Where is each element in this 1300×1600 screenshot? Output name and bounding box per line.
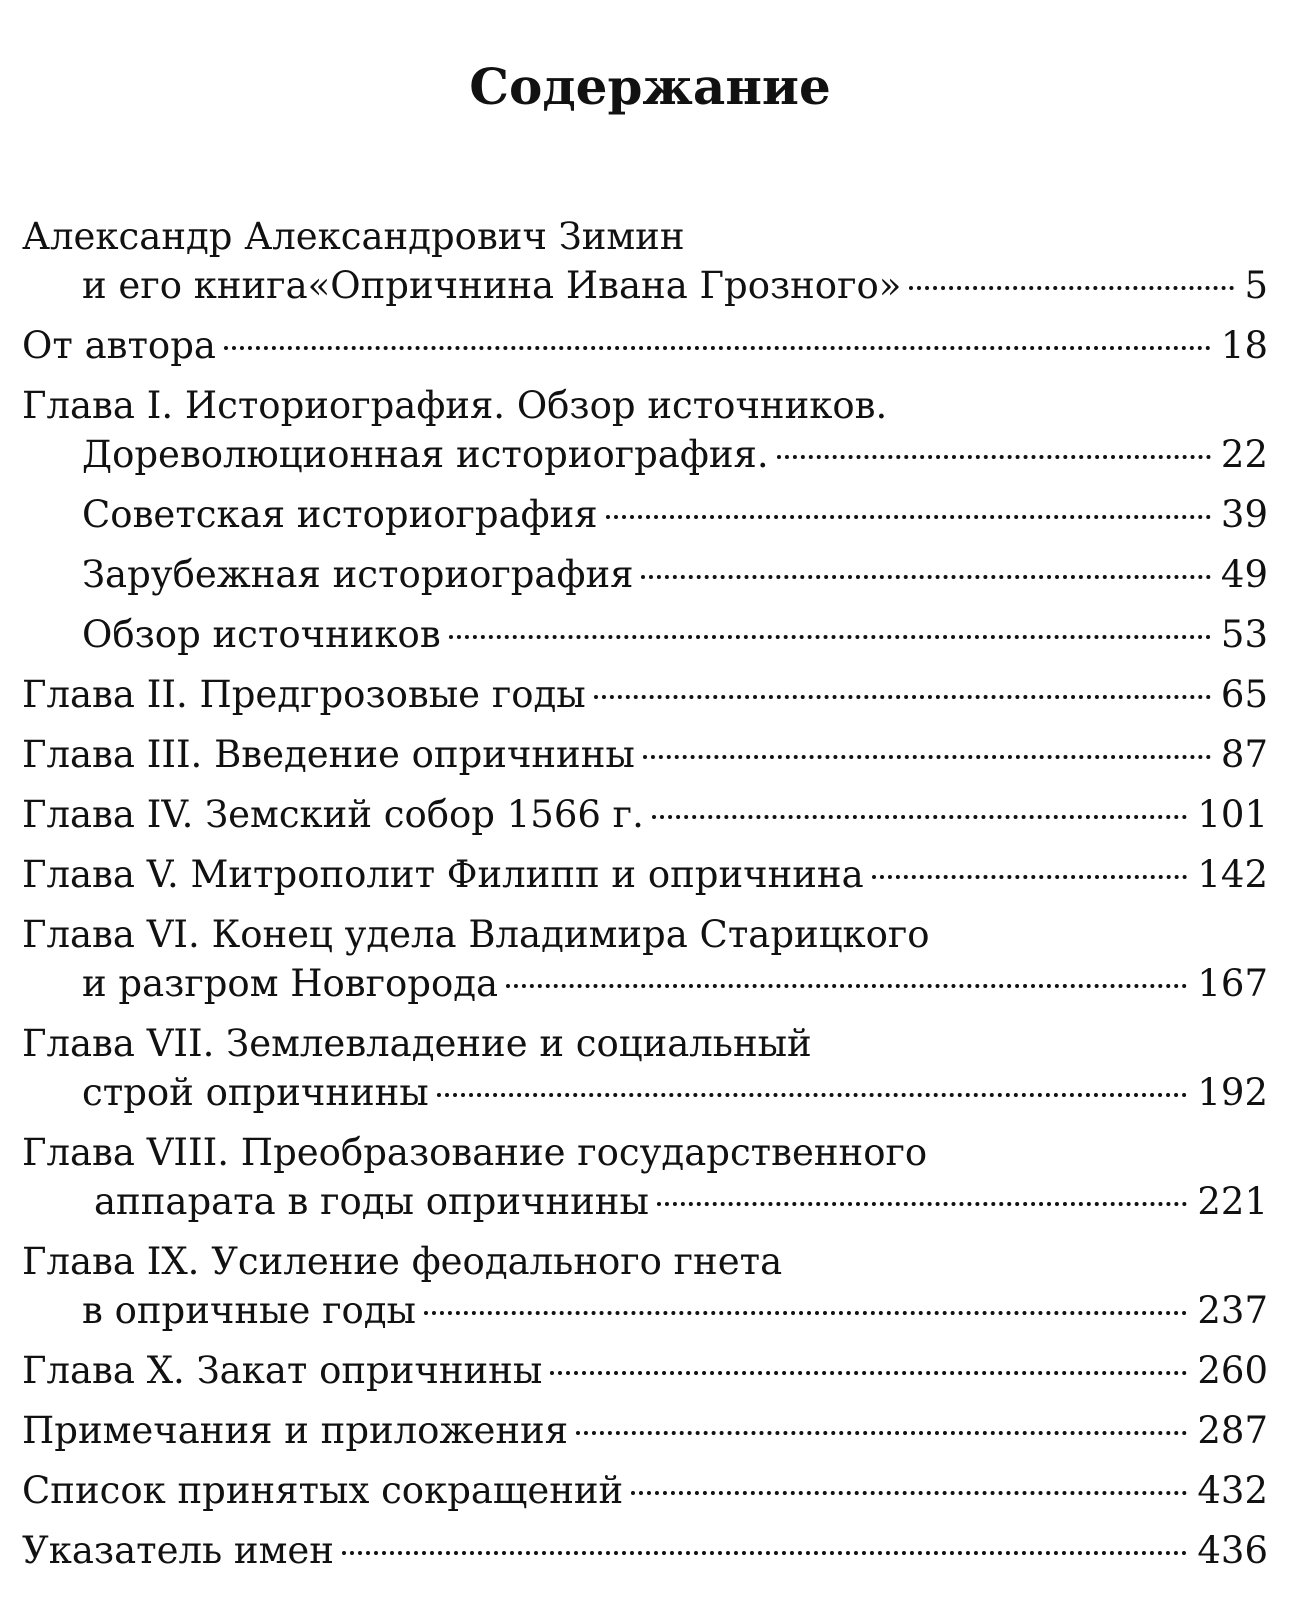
page-number: 221 bbox=[1197, 1180, 1268, 1223]
toc-line[interactable] bbox=[22, 1466, 1268, 1515]
toc-entry-chapter-1 bbox=[22, 381, 1268, 659]
toc-line[interactable] bbox=[22, 670, 1268, 719]
toc-entry-chapter-8 bbox=[22, 1128, 1268, 1226]
toc-label: Обзор источников bbox=[82, 613, 441, 656]
dot-leader bbox=[576, 1431, 1187, 1435]
toc-entry-name-index bbox=[22, 1526, 1268, 1575]
toc-heading: Александр Александрович Зимин bbox=[22, 215, 685, 258]
toc-subline[interactable] bbox=[22, 610, 1268, 659]
toc-label: строй опричнины bbox=[82, 1071, 429, 1114]
toc-entry-chapter-7 bbox=[22, 1019, 1268, 1117]
dot-leader bbox=[342, 1551, 1187, 1555]
toc-line[interactable] bbox=[22, 790, 1268, 839]
toc-heading: Глава I. Историография. Обзор источников. bbox=[22, 384, 888, 427]
toc-line[interactable] bbox=[22, 1177, 1268, 1226]
page-number: 167 bbox=[1197, 962, 1268, 1005]
toc-line[interactable] bbox=[22, 321, 1268, 370]
page-number: 53 bbox=[1220, 613, 1268, 656]
toc-entry-author-note bbox=[22, 321, 1268, 370]
toc-label: Глава III. Введение опричнины bbox=[22, 733, 635, 776]
toc-line[interactable] bbox=[22, 1286, 1268, 1335]
toc-heading: Глава IX. Усиление феодального гнета bbox=[22, 1240, 783, 1283]
toc-line[interactable] bbox=[22, 850, 1268, 899]
toc-label: Глава X. Закат опричнины bbox=[22, 1349, 543, 1392]
dot-leader bbox=[652, 815, 1188, 819]
toc-entry-chapter-3 bbox=[22, 730, 1268, 779]
toc-line[interactable] bbox=[22, 1526, 1268, 1575]
toc-subline[interactable] bbox=[22, 550, 1268, 599]
page-number: 192 bbox=[1197, 1071, 1268, 1114]
page-number: 49 bbox=[1220, 553, 1268, 596]
toc-entry-notes bbox=[22, 1406, 1268, 1455]
dot-leader bbox=[506, 984, 1187, 988]
page-number: 432 bbox=[1197, 1469, 1268, 1512]
toc-line[interactable] bbox=[22, 730, 1268, 779]
toc-heading: Глава VII. Землевладение и социальный bbox=[22, 1022, 812, 1065]
dot-leader bbox=[909, 286, 1234, 290]
dot-leader bbox=[631, 1491, 1187, 1495]
toc-label: в опричные годы bbox=[82, 1289, 416, 1332]
toc-entry-intro bbox=[22, 212, 1268, 310]
toc-line[interactable] bbox=[22, 261, 1268, 310]
toc-line[interactable] bbox=[22, 1406, 1268, 1455]
dot-leader bbox=[437, 1093, 1188, 1097]
page-number: 87 bbox=[1220, 733, 1268, 776]
dot-leader bbox=[777, 455, 1211, 459]
dot-leader bbox=[550, 1371, 1187, 1375]
dot-leader bbox=[643, 755, 1211, 759]
page-title: Содержание bbox=[469, 57, 831, 116]
toc-label: Глава V. Митрополит Филипп и опричнина bbox=[22, 853, 864, 896]
toc-label: Глава IV. Земский собор 1566 г. bbox=[22, 793, 644, 836]
toc-label: Советская историография bbox=[82, 493, 598, 536]
toc-label: и его книга«Опричнина Ивана Грозного» bbox=[82, 264, 902, 307]
page-number: 22 bbox=[1220, 433, 1268, 476]
toc-entry-chapter-10 bbox=[22, 1346, 1268, 1395]
page-number: 5 bbox=[1244, 264, 1268, 307]
dot-leader bbox=[424, 1311, 1187, 1315]
toc-label: и разгром Новгорода bbox=[82, 962, 499, 1005]
page-number: 101 bbox=[1197, 793, 1268, 836]
toc-label: Примечания и приложения bbox=[22, 1409, 569, 1452]
dot-leader bbox=[657, 1202, 1187, 1206]
toc-line[interactable] bbox=[22, 959, 1268, 1008]
dot-leader bbox=[606, 515, 1211, 519]
page-number: 39 bbox=[1220, 493, 1268, 536]
toc-label: От автора bbox=[22, 324, 216, 367]
dot-leader bbox=[224, 346, 1211, 350]
dot-leader bbox=[872, 875, 1188, 879]
toc-line[interactable] bbox=[22, 1068, 1268, 1117]
toc-entry-chapter-6 bbox=[22, 910, 1268, 1008]
toc-label: Список принятых сокращений bbox=[22, 1469, 624, 1512]
page-number: 237 bbox=[1197, 1289, 1268, 1332]
page-number: 260 bbox=[1197, 1349, 1268, 1392]
toc-label: аппарата в годы опричнины bbox=[94, 1180, 649, 1223]
page-number: 142 bbox=[1197, 853, 1268, 896]
page-number: 436 bbox=[1197, 1529, 1268, 1572]
toc-label: Зарубежная историография bbox=[82, 553, 634, 596]
toc-heading: Глава VIII. Преобразование государственного bbox=[22, 1131, 928, 1174]
toc-label: Указатель имен bbox=[22, 1529, 334, 1572]
toc-entry-chapter-5 bbox=[22, 850, 1268, 899]
table-of-contents bbox=[22, 212, 1268, 1586]
dot-leader bbox=[594, 695, 1211, 699]
dot-leader bbox=[641, 575, 1210, 579]
toc-entry-chapter-4 bbox=[22, 790, 1268, 839]
toc-line[interactable] bbox=[22, 1346, 1268, 1395]
toc-subline[interactable] bbox=[22, 490, 1268, 539]
toc-label: Глава II. Предгрозовые годы bbox=[22, 673, 586, 716]
toc-entry-chapter-9 bbox=[22, 1237, 1268, 1335]
toc-subline[interactable] bbox=[22, 430, 1268, 479]
page-number: 287 bbox=[1197, 1409, 1268, 1452]
toc-entry-chapter-2 bbox=[22, 670, 1268, 719]
page-number: 65 bbox=[1220, 673, 1268, 716]
toc-entry-abbreviations bbox=[22, 1466, 1268, 1515]
dot-leader bbox=[449, 635, 1211, 639]
toc-label: Дореволюционная историография. bbox=[82, 433, 769, 476]
page-number: 18 bbox=[1220, 324, 1268, 367]
toc-heading: Глава VI. Конец удела Владимира Старицкого bbox=[22, 913, 930, 956]
